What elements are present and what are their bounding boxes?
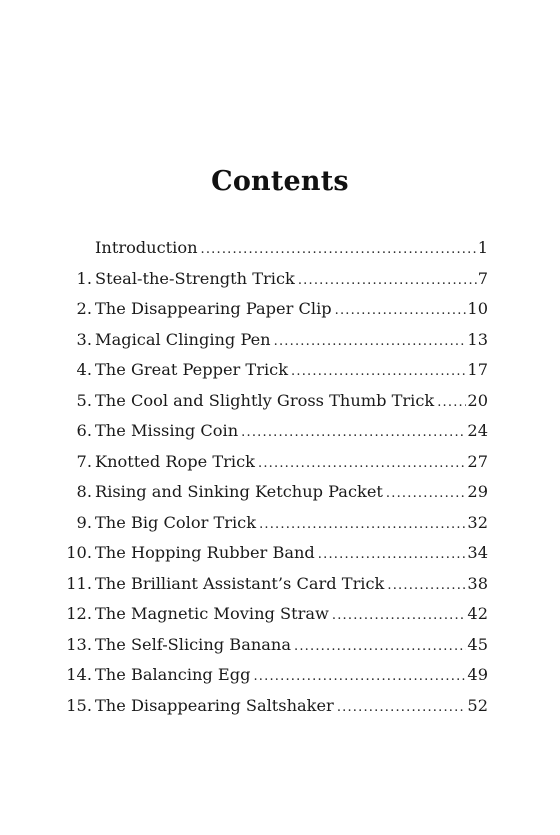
entry-title: The Big Color Trick bbox=[95, 512, 257, 532]
entry-title: The Cool and Slightly Gross Thumb Trick bbox=[95, 390, 435, 410]
toc-entry[interactable] bbox=[62, 238, 488, 269]
entry-page-number: 13 bbox=[467, 329, 488, 349]
entry-title: Rising and Sinking Ketchup Packet bbox=[95, 482, 383, 501]
dot-leader bbox=[332, 608, 467, 623]
toc-entry[interactable] bbox=[62, 574, 488, 605]
entry-page-number: 32 bbox=[467, 512, 488, 532]
entry-number: 10. bbox=[66, 543, 92, 562]
entry-number: 2. bbox=[76, 299, 92, 318]
entry-page-number: 10 bbox=[467, 299, 488, 318]
entry-title: Magical Clinging Pen bbox=[95, 329, 271, 349]
toc-entry[interactable] bbox=[62, 696, 488, 727]
table-of-contents bbox=[62, 238, 488, 726]
dot-leader bbox=[437, 395, 466, 410]
dot-leader bbox=[259, 517, 466, 532]
toc-entry[interactable] bbox=[62, 665, 488, 696]
entry-number: 9. bbox=[76, 512, 92, 532]
entry-number: 8. bbox=[76, 482, 92, 501]
entry-number: 3. bbox=[76, 329, 92, 349]
toc-entry[interactable] bbox=[62, 330, 488, 361]
toc-entry[interactable] bbox=[62, 635, 488, 666]
entry-page-number: 17 bbox=[467, 360, 488, 379]
entry-page-number: 27 bbox=[467, 451, 488, 471]
toc-entry[interactable] bbox=[62, 482, 488, 513]
entry-page-number: 24 bbox=[467, 421, 488, 440]
dot-leader bbox=[386, 486, 466, 501]
entry-title: The Missing Coin bbox=[95, 421, 239, 440]
entry-number: 14. bbox=[66, 665, 92, 684]
entry-page-number: 29 bbox=[467, 482, 488, 501]
entry-title: The Disappearing Saltshaker bbox=[95, 695, 334, 715]
entry-page-number: 20 bbox=[467, 390, 488, 410]
entry-number: 5. bbox=[76, 390, 92, 410]
toc-entry[interactable] bbox=[62, 452, 488, 483]
entry-page-number: 42 bbox=[467, 604, 488, 623]
dot-leader bbox=[335, 303, 467, 318]
entry-page-number: 7 bbox=[477, 268, 488, 288]
dot-leader bbox=[274, 334, 467, 349]
dot-leader bbox=[337, 700, 467, 715]
entry-title: The Hopping Rubber Band bbox=[95, 543, 315, 562]
entry-title: Introduction bbox=[95, 238, 198, 257]
entry-number: 7. bbox=[76, 451, 92, 471]
entry-page-number: 52 bbox=[467, 695, 488, 715]
toc-entry[interactable] bbox=[62, 391, 488, 422]
entry-number: 4. bbox=[76, 360, 92, 379]
entry-page-number: 34 bbox=[467, 543, 488, 562]
entry-number: 12. bbox=[66, 604, 92, 623]
dot-leader bbox=[258, 456, 466, 471]
dot-leader bbox=[253, 669, 466, 684]
dot-leader bbox=[387, 578, 466, 593]
entry-title: The Self-Slicing Banana bbox=[95, 634, 291, 654]
entry-title: Steal-the-Strength Trick bbox=[95, 268, 295, 288]
entry-number: 15. bbox=[66, 695, 92, 715]
entry-title: The Magnetic Moving Straw bbox=[95, 604, 329, 623]
dot-leader bbox=[298, 273, 477, 288]
dot-leader bbox=[294, 639, 466, 654]
entry-number: 1. bbox=[76, 268, 92, 288]
dot-leader bbox=[201, 242, 477, 257]
dot-leader bbox=[291, 364, 466, 379]
toc-entry[interactable] bbox=[62, 421, 488, 452]
dot-leader bbox=[318, 547, 467, 562]
entry-page-number: 45 bbox=[467, 634, 488, 654]
entry-page-number: 38 bbox=[467, 573, 488, 593]
toc-entry[interactable] bbox=[62, 269, 488, 300]
entry-title: The Great Pepper Trick bbox=[95, 360, 289, 379]
entry-number: 6. bbox=[76, 421, 92, 440]
dot-leader bbox=[241, 425, 466, 440]
entry-title: The Brilliant Assistant’s Card Trick bbox=[95, 573, 385, 593]
entry-title: Knotted Rope Trick bbox=[95, 451, 255, 471]
toc-entry[interactable] bbox=[62, 360, 488, 391]
toc-entry[interactable] bbox=[62, 543, 488, 574]
entry-title: The Disappearing Paper Clip bbox=[95, 299, 332, 318]
toc-entry[interactable] bbox=[62, 604, 488, 635]
entry-title: The Balancing Egg bbox=[95, 665, 251, 684]
entry-page-number: 1 bbox=[477, 238, 488, 257]
entry-number: 11. bbox=[66, 573, 92, 593]
entry-number: 13. bbox=[66, 634, 92, 654]
entry-page-number: 49 bbox=[467, 665, 488, 684]
toc-entry[interactable] bbox=[62, 299, 488, 330]
toc-entry[interactable] bbox=[62, 513, 488, 544]
page-title: Contents bbox=[211, 166, 349, 197]
